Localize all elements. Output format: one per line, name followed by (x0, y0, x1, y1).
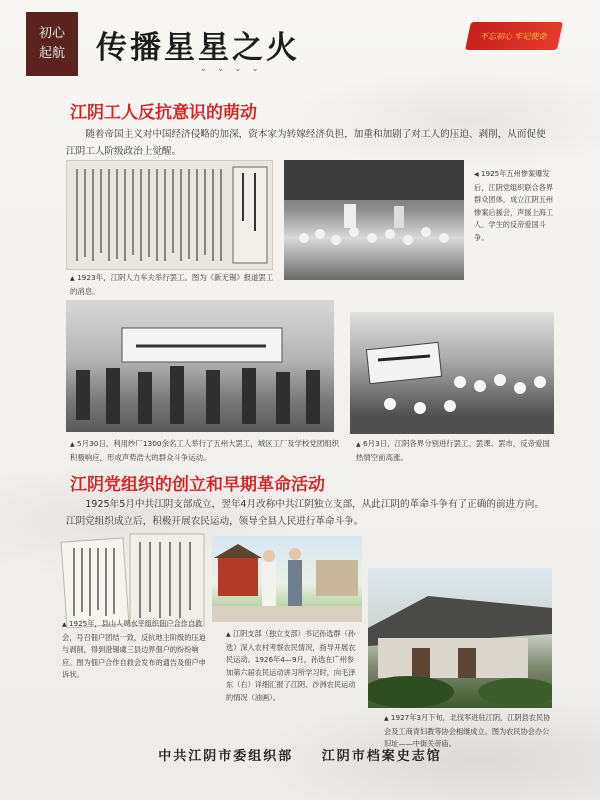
page-title: 传播星星之火 (96, 30, 300, 66)
painting-graphic (212, 536, 362, 622)
march-banner-graphic (66, 300, 334, 432)
mao-zedong-oil-painting (212, 536, 362, 622)
triangle-marker-icon: ▲ (384, 715, 389, 722)
june3-strike-photo (350, 312, 554, 434)
badge-line-2: 起航 (38, 46, 65, 61)
triangle-marker-icon: ▲ (70, 275, 75, 282)
caption-6: ▲ 江阴支部（独立支部）书记孙选群（孙选）深入农村考察农民情况，指导开展农民运动。1926年4—9月，孙选在广州参加第六届农民运动讲习所学习时，向毛泽东（右）详细汇报了江阴、沙洲农民运动的情况（油画）。 (226, 629, 356, 702)
birds-decoration: ⌄ ⌄ ⌄ ⌄ (200, 64, 263, 73)
chuxin-qihang-badge (26, 12, 78, 76)
footer-organizer: 中共江阴市委组织部 (158, 749, 294, 764)
badge-line-1: 初心 (38, 26, 65, 41)
caption-1: ▲ 1923年，江阴人力车夫举行罢工。图为《新无锡》报道罢工的消息。 (70, 273, 274, 296)
footer-credits (0, 745, 600, 764)
newspaper-clipping-photo (66, 160, 273, 270)
triangle-marker-icon: ▲ (226, 631, 231, 638)
triangle-marker-icon: ◀ (474, 171, 479, 178)
cooperative-notice-documents (60, 532, 208, 628)
section-2-title: 江阴党组织的创立和早期革命活动 (70, 475, 325, 495)
guandi-temple-photo (368, 568, 552, 708)
section-1-intro: 随着帝国主义对中国经济侵略的加深，资本家为转嫁经济负担，加重和加剧了对工人的压迫、剥削，从而促使江阴工人阶级政治上觉醒。 (66, 129, 546, 157)
party-flag-logo (465, 22, 563, 50)
caption-3: ▲ 5月30日，利用纱厂1300余名工人举行了五州大罢工，城区工厂及学校党团组织积极响应，形成声势浩大的群众斗争运动。 (70, 439, 340, 462)
temple-graphic (368, 568, 552, 708)
caption-7: ▲ 1927年3月下旬，北伐军进驻江阴，江阴县农民协会及工商青妇教等协会相继成立。图为农民协会办公旧址——中街关帝庙。 (384, 713, 551, 748)
triangle-marker-icon: ▲ (70, 441, 75, 448)
crowd-protest-photo-1 (284, 160, 464, 280)
caption-2: ◀ 1925年五州惨案爆发后，江阴党组织联合各界群众团体，成立江阴五州惨案后援会，声援上海工人、学生的反帝爱国斗争。 (474, 169, 554, 242)
documents-graphic (60, 532, 208, 628)
triangle-marker-icon: ▲ (62, 621, 67, 628)
section-2-intro: 1925年5月中共江阴支部成立，翌年4月改称中共江阴独立支部，从此江阴的革命斗争有了正确的前进方向。江阴党组织成立后，积极开展农民运动，领导全县人民进行革命斗争。 (66, 499, 544, 527)
flag-slogan: 不忘初心 牢记使命 (479, 31, 549, 41)
caption-5: ▲ 1925年，县山人周水平组织佃户合作自救会，号召佃户团结一致，反抗地主阶级的压迫与剥削，得到澄锡虞三县边界佃户的纷纷响应。图为佃户合作自救会发布的通告及佃户申诉状。 (62, 619, 206, 679)
caption-4: ▲ 6月3日，江阴各界分别进行罢工、罢课、罢市，反帝爱国热情空前高涨。 (356, 439, 550, 462)
triangle-marker-icon: ▲ (356, 441, 361, 448)
crowd-graphic (284, 160, 464, 280)
footer-archive: 江阴市档案史志馆 (321, 749, 442, 764)
newspaper-text-graphic (67, 161, 272, 269)
banner-crowd-graphic (350, 312, 554, 434)
section-1-title: 江阴工人反抗意识的萌动 (70, 103, 257, 123)
may30-strike-photo (66, 300, 334, 432)
